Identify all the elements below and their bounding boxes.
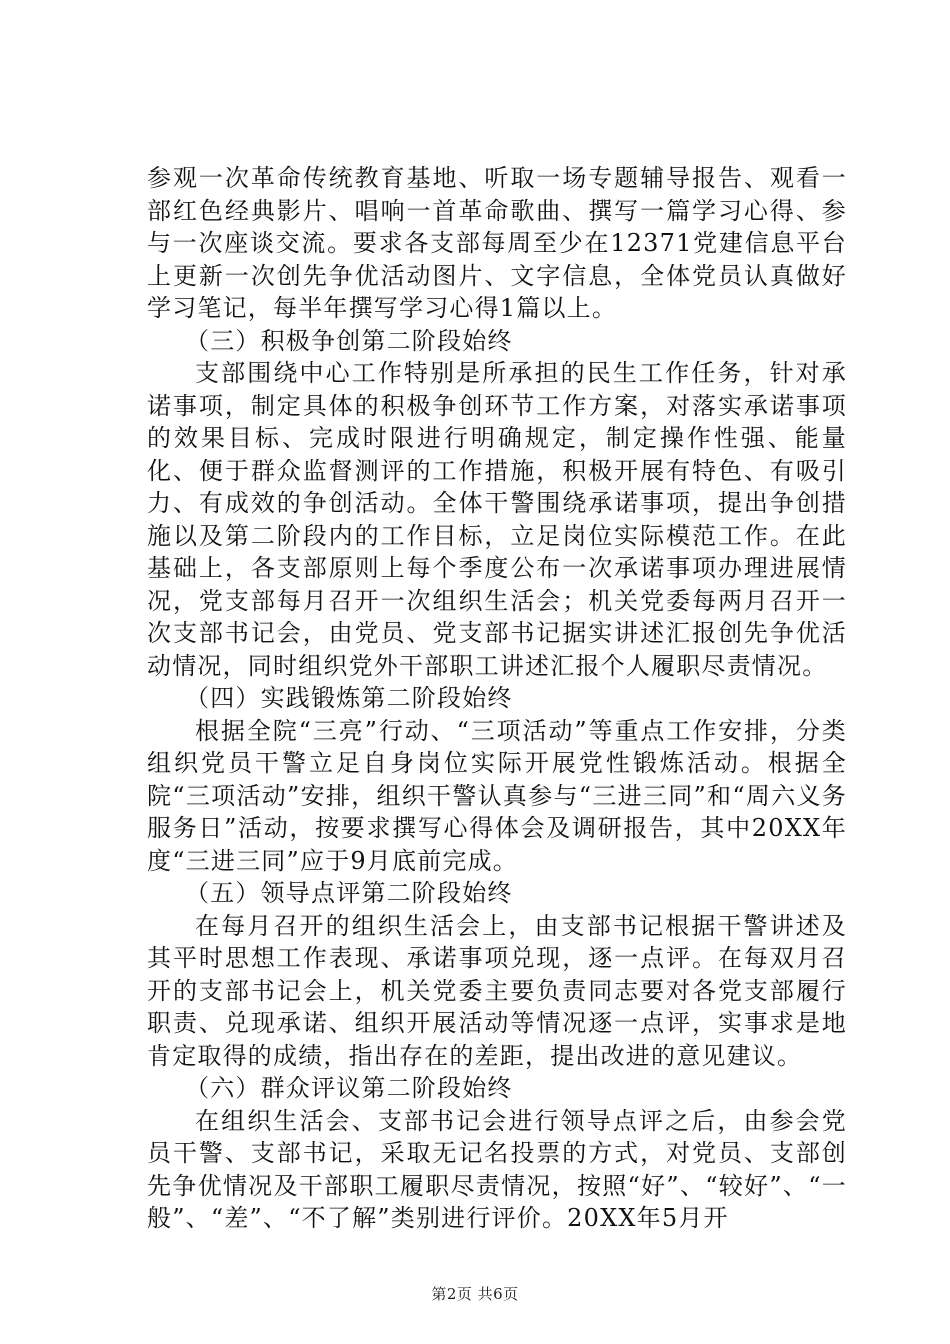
page-footer: 第2页 共6页 bbox=[431, 1285, 519, 1303]
section-heading: （五）领导点评第二阶段始终 bbox=[185, 879, 513, 907]
section-heading: （六）群众评议第二阶段始终 bbox=[185, 1074, 513, 1102]
paragraph: 参观一次革命传统教育基地、听取一场专题辅导报告、观看一部红色经典影片、唱响一首革命歌曲、撰写一篇学习心得、参与一次座谈交流。要求各支部每周至少在12371党建信息平台上更新一次创先争优活动图片、文字信息，全体党员认真做好学习笔记，每半年撰写学习心得1篇以上。 bbox=[147, 164, 847, 322]
document-body bbox=[147, 162, 847, 1235]
paragraph: 根据全院“三亮”行动、“三项活动”等重点工作安排，分类组织党员干警立足自身岗位实际开展党性锻炼活动。根据全院“三项活动”安排，组织干警认真参与“三进三同”和“周六义务服务日”活动，按要求撰写心得体会及调研报告，其中20XX年度“三进三同”应于9月底前完成。 bbox=[147, 716, 847, 875]
paragraph: 在组织生活会、支部书记会进行领导点评之后，由参会党员干警、支部书记，采取无记名投票的方式，对党员、支部创先争优情况及干部职工履职尽责情况，按照“好”、“较好”、“一般”、“差”、“不了解”类别进行评价。20XX年5月开 bbox=[147, 1106, 847, 1232]
section-heading: （四）实践锻炼第二阶段始终 bbox=[185, 684, 513, 712]
section-heading: （三）积极争创第二阶段始终 bbox=[185, 326, 513, 355]
paragraph: 在每月召开的组织生活会上，由支部书记根据干警讲述及其平时思想工作表现、承诺事项兑现，逐一点评。在每双月召开的支部书记会上，机关党委主要负责同志要对各党支部履行职责、兑现承诺、组织开展活动等情况逐一点评，实事求是地肯定取得的成绩，指出存在的差距，提出改进的意见建议。 bbox=[147, 911, 847, 1070]
paragraph: 支部围绕中心工作特别是所承担的民生工作任务，针对承诺事项，制定具体的积极争创环节工作方案，对落实承诺事项的效果目标、完成时限进行明确规定，制定操作性强、能量化、便于群众监督测评的工作措施，积极开展有特色、有吸引力、有成效的争创活动。全体干警围绕承诺事项，提出争创措施以及第二阶段内的工作目标，立足岗位实际模范工作。在此基础上，各支部原则上每个季度公布一次承诺事项办理进展情况，党支部每月召开一次组织生活会；机关党委每两月召开一次支部书记会，由党员、党支部书记据实讲述汇报创先争优活动情况，同时组织党外干部职工讲述汇报个人履职尽责情况。 bbox=[147, 359, 847, 680]
